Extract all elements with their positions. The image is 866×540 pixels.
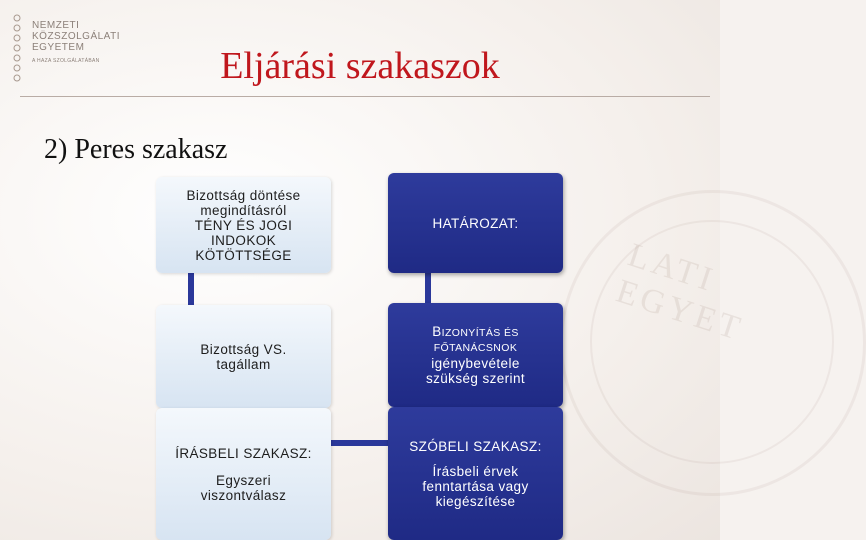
box-line: KÖTÖTTSÉGE (195, 247, 292, 263)
box-line: viszontválasz (200, 487, 287, 503)
logo-line-2: KÖZSZOLGÁLATI (32, 31, 120, 42)
box-line: INDOKOK (210, 232, 277, 248)
box-line: BIZONYÍTÁS ÉS (432, 324, 519, 339)
seal-watermark-text: LATI EGYET (611, 236, 749, 349)
box-line: megindításról (200, 202, 287, 218)
box-line: TÉNY ÉS JOGI (194, 217, 293, 233)
connector-left-1 (188, 270, 194, 306)
box-line: ÍRÁSBELI SZAKASZ: (175, 445, 312, 461)
slide-title: Eljárási szakaszok (220, 45, 500, 87)
box-line: szükség szerint (425, 371, 526, 386)
box-line: Egyszeri (216, 472, 271, 488)
logo-motto: A HAZA SZOLGÁLATÁBAN (32, 58, 100, 64)
logo-line-3: EGYETEM (32, 42, 85, 53)
box-committee-vs-member-state (156, 305, 331, 408)
box-line: SZÓBELI SZAKASZ: (409, 438, 542, 454)
university-seal-inner-ring (590, 220, 834, 464)
title-divider (20, 96, 710, 97)
box-written-phase (156, 408, 331, 540)
box-line: tagállam (216, 356, 271, 372)
box-decision (388, 173, 563, 273)
box-line: HATÁROZAT: (432, 215, 519, 231)
box-line: Bizottság döntése (186, 187, 301, 203)
box-line: igénybevétele (431, 356, 520, 371)
box-line: Írásbeli érvek (432, 463, 519, 479)
slide-subtitle: 2) Peres szakasz (44, 134, 228, 165)
box-line: FŐTANÁCSNOK (433, 342, 518, 354)
box-line: kiegészítése (435, 493, 516, 509)
box-oral-phase (388, 407, 563, 540)
connector-right-1 (425, 270, 431, 306)
connector-middle (330, 440, 390, 446)
box-line: Bizottság VS. (200, 341, 287, 357)
box-committee-decision (156, 177, 331, 273)
logo-line-1: NEMZETI (32, 20, 80, 31)
box-evidence-advocate-general (388, 303, 563, 407)
box-line: fenntartása vagy (422, 478, 529, 494)
